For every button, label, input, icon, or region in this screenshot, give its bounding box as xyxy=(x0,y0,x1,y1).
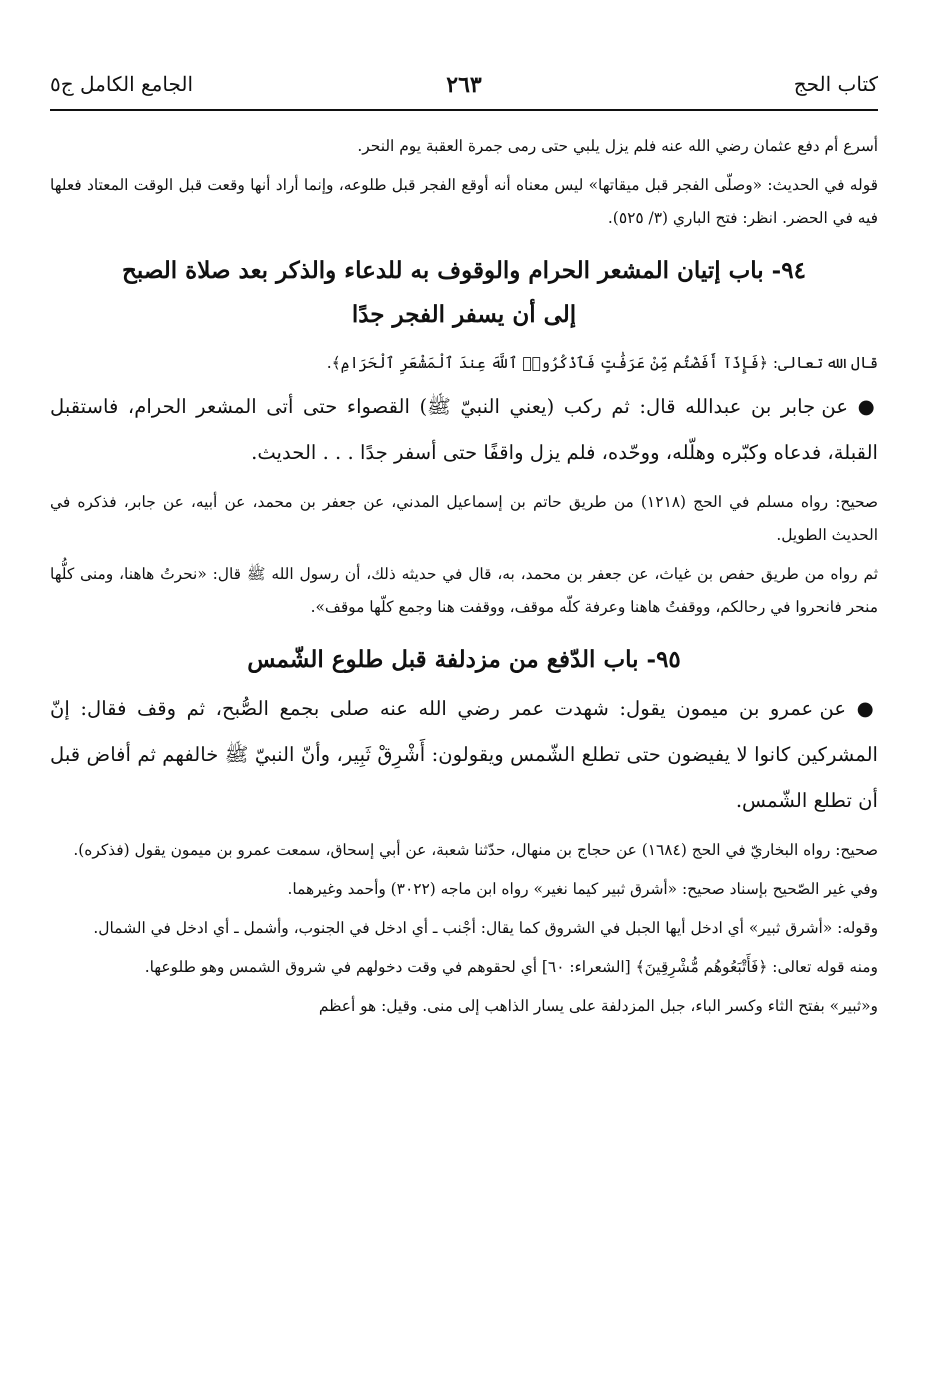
page-body xyxy=(50,130,878,1023)
sharh-thabir: و«ثبير» بفتح الثاء وكسر الباء، جبل المزدلفة على يسار الذاهب إلى منى. وقيل: هو أعظم xyxy=(318,997,878,1015)
chapter-95-heading: ٩٥- باب الدّفع من مزدلفة قبل طلوع الشّمس xyxy=(247,646,681,673)
hadith-amr xyxy=(50,686,878,824)
bullet-icon: ● xyxy=(856,697,878,720)
page-number: ٢٦٣ xyxy=(446,72,482,98)
header-rule xyxy=(50,109,878,111)
hadith-jabir xyxy=(50,384,878,476)
chapter-94-title-line2: إلى أن يسفر الفجر جدًا xyxy=(351,301,577,328)
running-head-chapter: كتاب الحج xyxy=(793,72,878,96)
page-header xyxy=(50,0,878,114)
hadith-jabir-text: عن جابر بن عبدالله قال: ثم ركب (يعني النبيّ ﷺ) القصواء حتى أتى المشعر الحرام، فاستقبل القبلة، فدعاه وكبّره وهلّله، ووحّده، فلم يزل واقفًا حتى أسفر جدًا . . . الحديث. xyxy=(50,395,878,464)
takhrij-hafs: ثم رواه من طريق حفص بن غياث، عن جعفر بن محمد، به، قال في حديثه ذلك، أن رسول الله ﷺ قال: «نحرتُ هاهنا، ومنى كلُّها منحر فانحروا في رحالكم، ووقفتُ هاهنا وعرفة كلّه موقف، ووقفت هنا وجمع كلّها موقف». xyxy=(50,565,878,616)
hadith-amr-text: عن عمرو بن ميمون يقول: شهدت عمر رضي الله عنه صلى بجمع الصُّبح، ثم وقف فقال: إنّ المشركين كانوا لا يفيضون حتى تطلع الشّمس ويقولون: أَشْرِقْ ثَبِير، وأنّ النبيّ ﷺ خالفهم ثم أفاض قبل أن تطلع الشّمس. xyxy=(50,697,878,812)
chapter-94-title-line1: ٩٤- باب إتيان المشعر الحرام والوقوف به للدعاء والذكر بعد صلاة الصبح xyxy=(122,257,806,284)
paragraph-explanation: قوله في الحديث: «وصلّى الفجر قبل ميقاتها» ليس معناه أنه أوقع الفجر قبل طلوعه، وإنما أراد أنها وقعت قبل الوقت المعتاد فعلها فيه في الحضر. انظر: فتح الباري (٣/ ٥٢٥). xyxy=(50,176,878,227)
takhrij-bukhari: صحيح: رواه البخاريّ في الحج (١٦٨٤) عن حجاج بن منهال، حدّثنا شعبة، عن أبي إسحاق، سمعت عمرو بن ميمون يقول (فذكره). xyxy=(73,841,878,859)
chapter-94-heading xyxy=(50,249,878,337)
sharh-verse: ومنه قوله تعالى: ﴿فَأَتْبَعُوهُم مُّشْرِقِينَ﴾ [الشعراء: ٦٠] أي لحقوهم في وقت دخولهم في شروق الشمس وهو طلوعها. xyxy=(144,958,878,976)
takhrij-ibn-majah: وفي غير الصّحيح بإسناد صحيح: «أشرق ثبير كيما نغير» رواه ابن ماجه (٣٠٢٢) وأحمد وغيرهما. xyxy=(287,880,878,898)
running-head-title: الجامع الكامل ج٥ xyxy=(50,72,194,96)
takhrij-muslim: صحيح: رواه مسلم في الحج (١٢١٨) من طريق حاتم بن إسماعيل المدني، عن جعفر بن محمد، عن أبيه، عن جابر، فذكره في الحديث الطويل. xyxy=(50,493,878,544)
sharh-ashriq: وقوله: «أشرق ثبير» أي ادخل أيها الجبل في الشروق كما يقال: أجْنب ـ أي ادخل في الجنوب، وأشمل ـ أي ادخل في الشمال. xyxy=(93,919,878,937)
bullet-icon: ● xyxy=(857,395,878,418)
paragraph-continuation: أسرع أم دفع عثمان رضي الله عنه فلم يزل يلبي حتى رمى جمرة العقبة يوم النحر. xyxy=(357,137,878,155)
quran-verse: قال الله تعالى: ﴿فَإِذَآ أَفَضْتُم مِّنْ عَرَفَٰتٍ فَٱذْكُرُوا۟ ٱللَّهَ عِندَ ٱلْمَشْعَرِ ٱلْحَرَامِ﴾. xyxy=(326,354,878,372)
